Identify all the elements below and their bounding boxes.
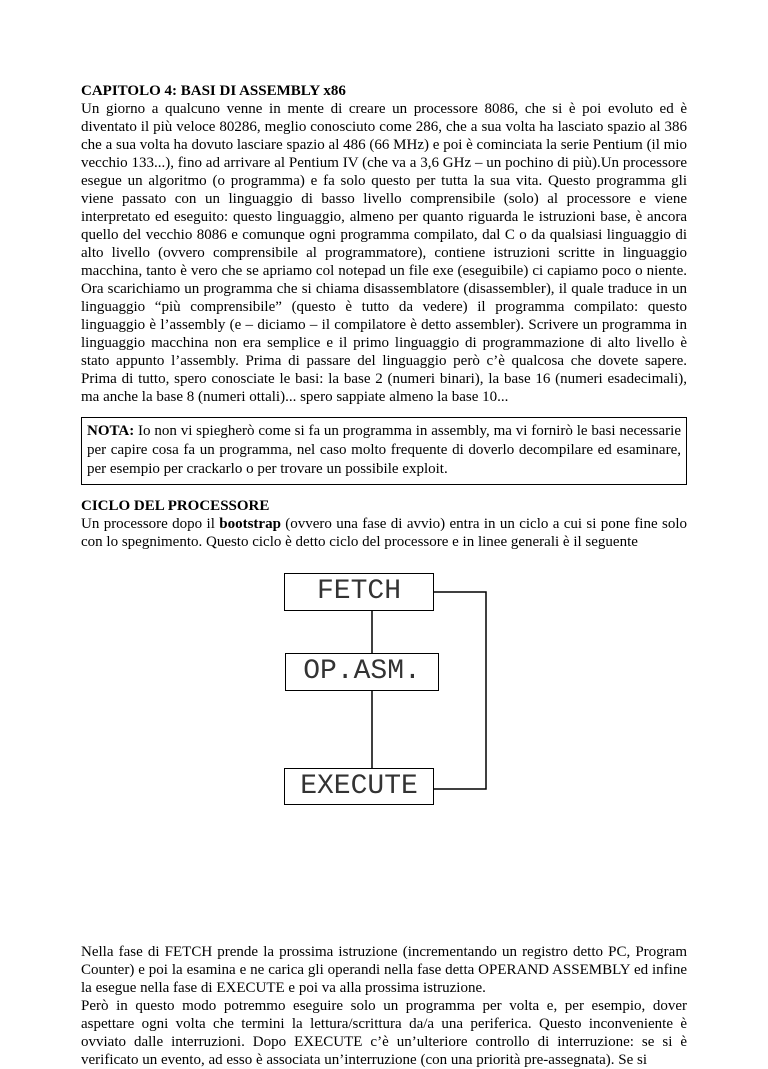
note-box xyxy=(81,417,687,485)
opasm-box: OP.ASM. xyxy=(285,653,439,691)
cycle-intro-before: Un processore dopo il xyxy=(81,516,220,532)
page-content xyxy=(0,82,768,1069)
processor-cycle-diagram xyxy=(81,551,687,943)
interrupt-paragraph: Però in questo modo potremmo eseguire solo un programma per volta e, per esempio, dover aspettare ogni volta che termini la lettura/scrittura da/a una periferica. Questo inconveniente è ovviato dalle interruzioni. Dopo EXECUTE c’è un’ulteriore controllo di interruzione: se si è verificato un evento, ad esso è associata un’interruzione (con una priorità pre-assegnata). Se si xyxy=(81,998,687,1068)
execute-box: EXECUTE xyxy=(284,768,434,805)
loop-back-line xyxy=(434,592,486,789)
chapter-title: CAPITOLO 4: BASI DI ASSEMBLY x86 xyxy=(81,83,346,99)
note-label: NOTA: xyxy=(87,423,135,439)
cycle-intro-after: (ovvero una fase di avvio) entra in un ciclo a cui si pone fine solo con lo spegnimento. Questo ciclo è detto ciclo del processore e in linee generali è il seguente xyxy=(81,516,687,550)
cycle-section xyxy=(81,497,687,551)
note-text: Io non vi spiegherò come si fa un programma in assembly, ma vi fornirò le basi necessarie per capire cosa fa un programma, nel caso molto frequente di doverlo decompilare ed esaminare, per esempio per crackarlo o per trovare un possibile exploit. xyxy=(87,423,681,477)
fetch-description-paragraph: Nella fase di FETCH prende la prossima istruzione (incrementando un registro detto PC, Program Counter) e poi la esamina e ne carica gli operandi nella fase detta OPERAND ASSEMBLY ed infine la esegue nella fase di EXECUTE e poi va alla prossima istruzione. xyxy=(81,944,687,996)
chapter-intro-paragraph: Un giorno a qualcuno venne in mente di creare un processore 8086, che si è poi evoluto ed è diventato il più veloce 80286, meglio conosciuto come 286, che a sua volta ha lasciato spazio al 386 che a sua volta ha dovuto lasciare spazio al 486 (66 MHz) e poi è cominciata la serie Pentium (il mio vecchio 133...), fino ad arrivare al Pentium IV (che va a 3,6 GHz – un pochino di più).Un processore esegue un algoritmo (o programma) e fa solo questo per tutta la sua vita. Questo programma gli viene passato con un linguaggio di basso livello comprensibile (solo) al processore e viene interpretato ed eseguito: questo linguaggio, almeno per quanto riguarda le istruzioni base, è ancora quello del vecchio 8086 e comunque ogni programma compilato, dal C o da qualsiasi linguaggio di alto livello (ovvero comprensibile al programmatore), contiene istruzioni scritte in linguaggio macchina, tanto è vero che se apriamo col notepad un file exe (eseguibile) ci capiamo poco o niente. Ora scarichiamo un programma che si chiama disassemblatore (disassembler), il quale traduce in un linguaggio “più comprensibile” (questo è tutto da vedere) il programma compilato: questo linguaggio è l’assembly (e – diciamo – il compilatore è detto assembler). Scrivere un programma in linguaggio macchina non era semplice e il primo linguaggio di programmazione di alto livello è stato appunto l’assembly. Prima di passare del linguaggio però c’è qualcosa che dovete sapere. Prima di tutto, spero conosciate le basi: la base 2 (numeri binari), la base 16 (numeri esadecimali), ma anche la base 8 (numeri ottali)... spero sappiate almeno la base 10... xyxy=(81,101,687,405)
cycle-intro-paragraph xyxy=(81,515,687,551)
fetch-box: FETCH xyxy=(284,573,434,611)
cycle-title: CICLO DEL PROCESSORE xyxy=(81,498,270,514)
bootstrap-term: bootstrap xyxy=(219,516,281,532)
